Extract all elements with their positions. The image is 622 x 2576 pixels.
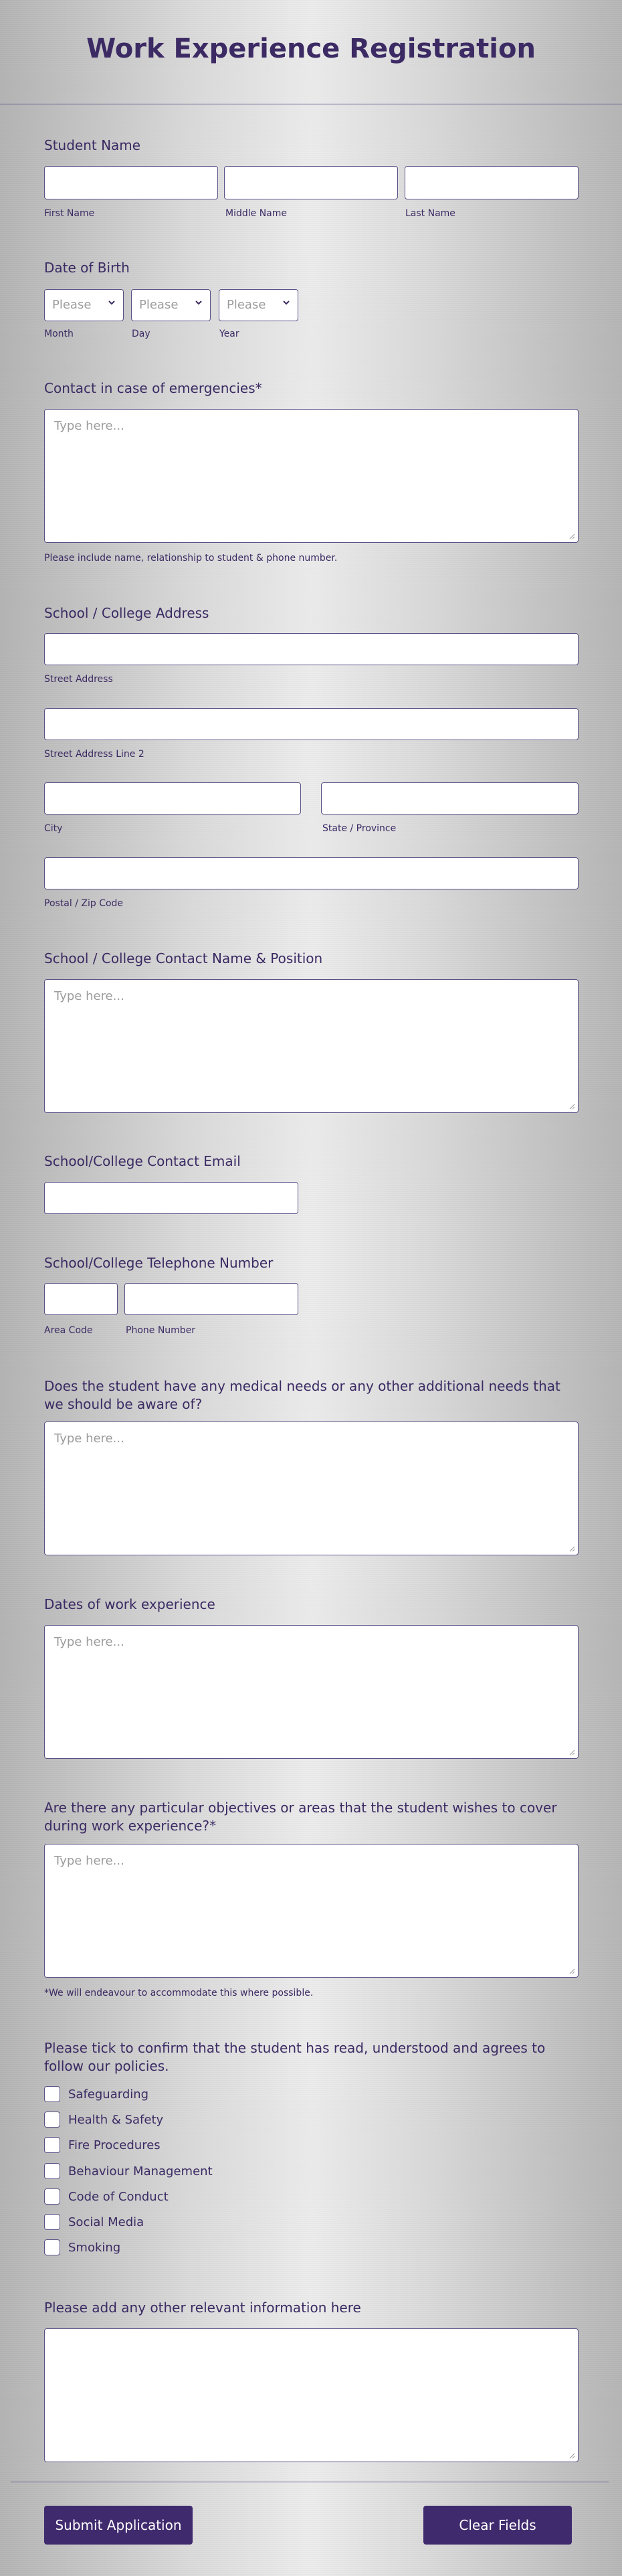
contact-email-label: School/College Contact Email xyxy=(44,1153,241,1169)
state-input[interactable] xyxy=(321,782,579,814)
checkbox-health-safety[interactable] xyxy=(44,2112,60,2128)
dob-label: Date of Birth xyxy=(44,260,130,276)
medical-needs-textarea[interactable] xyxy=(44,1422,579,1555)
dob-day-sublabel: Day xyxy=(132,329,150,339)
dob-year-select[interactable] xyxy=(219,289,298,321)
dates-label: Dates of work experience xyxy=(44,1596,215,1612)
street-address-2-input[interactable] xyxy=(44,708,579,740)
clear-fields-button[interactable]: Clear Fields xyxy=(423,2506,572,2545)
city-sublabel: City xyxy=(44,823,63,834)
city-input[interactable] xyxy=(44,782,301,814)
middle-name-sublabel: Middle Name xyxy=(225,208,287,219)
dob-year-placeholder: Please xyxy=(227,298,266,312)
checkbox-code-of-conduct[interactable] xyxy=(44,2188,60,2205)
checkbox-behaviour-management[interactable] xyxy=(44,2163,60,2179)
checkbox-label: Fire Procedures xyxy=(68,2138,161,2152)
emergency-textarea[interactable] xyxy=(44,409,579,543)
dob-month-select[interactable] xyxy=(44,289,124,321)
phone-number-sublabel: Phone Number xyxy=(126,1325,196,1336)
submit-application-button[interactable]: Submit Application xyxy=(44,2506,193,2545)
area-code-input[interactable] xyxy=(44,1283,118,1315)
address-label: School / College Address xyxy=(44,605,209,621)
resize-handle-icon[interactable] xyxy=(569,2453,575,2459)
emergency-label: Contact in case of emergencies* xyxy=(44,380,262,396)
chevron-down-icon xyxy=(282,298,291,307)
checkbox-safeguarding[interactable] xyxy=(44,2086,60,2102)
dob-day-placeholder: Please xyxy=(139,298,179,312)
street-address-2-sublabel: Street Address Line 2 xyxy=(44,749,144,760)
objectives-label: Are there any particular objectives or areas that the student wishes to cover during work experience?* xyxy=(44,1800,557,1834)
other-info-label: Please add any other relevant information here xyxy=(44,2300,361,2316)
checkbox-label: Health & Safety xyxy=(68,2113,164,2127)
dob-year-sublabel: Year xyxy=(219,329,239,339)
contact-name-placeholder: Type here... xyxy=(54,989,124,1003)
telephone-label: School/College Telephone Number xyxy=(44,1255,274,1271)
dates-placeholder: Type here... xyxy=(54,1635,124,1649)
dob-month-sublabel: Month xyxy=(44,329,74,339)
student-name-label: Student Name xyxy=(44,137,141,153)
last-name-input[interactable] xyxy=(405,166,579,199)
dob-day-select[interactable] xyxy=(131,289,211,321)
phone-number-input[interactable] xyxy=(124,1283,298,1315)
objectives-placeholder: Type here... xyxy=(54,1854,124,1868)
medical-needs-label: Does the student have any medical needs or any other additional needs that we should be aware of? xyxy=(44,1378,560,1412)
last-name-sublabel: Last Name xyxy=(405,208,455,219)
page-title: Work Experience Registration xyxy=(86,33,536,64)
contact-name-textarea[interactable] xyxy=(44,979,579,1113)
first-name-input[interactable] xyxy=(44,166,218,199)
street-address-input[interactable] xyxy=(44,633,579,665)
chevron-down-icon xyxy=(194,298,203,307)
dob-month-placeholder: Please xyxy=(52,298,92,312)
checkbox-label: Code of Conduct xyxy=(68,2190,169,2204)
resize-handle-icon[interactable] xyxy=(569,1104,575,1110)
resize-handle-icon[interactable] xyxy=(569,1546,575,1552)
postal-code-sublabel: Postal / Zip Code xyxy=(44,898,124,909)
contact-email-input[interactable] xyxy=(44,1182,298,1214)
objectives-textarea[interactable] xyxy=(44,1844,579,1978)
dates-textarea[interactable] xyxy=(44,1625,579,1759)
emergency-placeholder: Type here... xyxy=(54,419,124,433)
checkbox-smoking[interactable] xyxy=(44,2239,60,2255)
street-address-sublabel: Street Address xyxy=(44,674,113,685)
chevron-down-icon xyxy=(107,298,116,307)
postal-code-input[interactable] xyxy=(44,857,579,889)
resize-handle-icon[interactable] xyxy=(569,1968,575,1974)
checkbox-label: Safeguarding xyxy=(68,2087,149,2101)
emergency-hint: Please include name, relationship to student & phone number. xyxy=(44,553,338,564)
checkbox-label: Smoking xyxy=(68,2241,121,2255)
area-code-sublabel: Area Code xyxy=(44,1325,93,1336)
checkbox-fire-procedures[interactable] xyxy=(44,2137,60,2153)
other-info-textarea[interactable] xyxy=(44,2328,579,2462)
resize-handle-icon[interactable] xyxy=(569,533,575,539)
checkbox-social-media[interactable] xyxy=(44,2214,60,2230)
contact-name-label: School / College Contact Name & Position xyxy=(44,950,323,966)
medical-needs-placeholder: Type here... xyxy=(54,1432,124,1446)
objectives-hint: *We will endeavour to accommodate this where possible. xyxy=(44,1988,314,1998)
checkbox-label: Social Media xyxy=(68,2215,144,2229)
first-name-sublabel: First Name xyxy=(44,208,95,219)
checkbox-label: Behaviour Management xyxy=(68,2164,213,2178)
state-sublabel: State / Province xyxy=(322,823,397,834)
policies-label: Please tick to confirm that the student has read, understood and agrees to follow our policies. xyxy=(44,2040,546,2074)
middle-name-input[interactable] xyxy=(224,166,398,199)
resize-handle-icon[interactable] xyxy=(569,1749,575,1755)
